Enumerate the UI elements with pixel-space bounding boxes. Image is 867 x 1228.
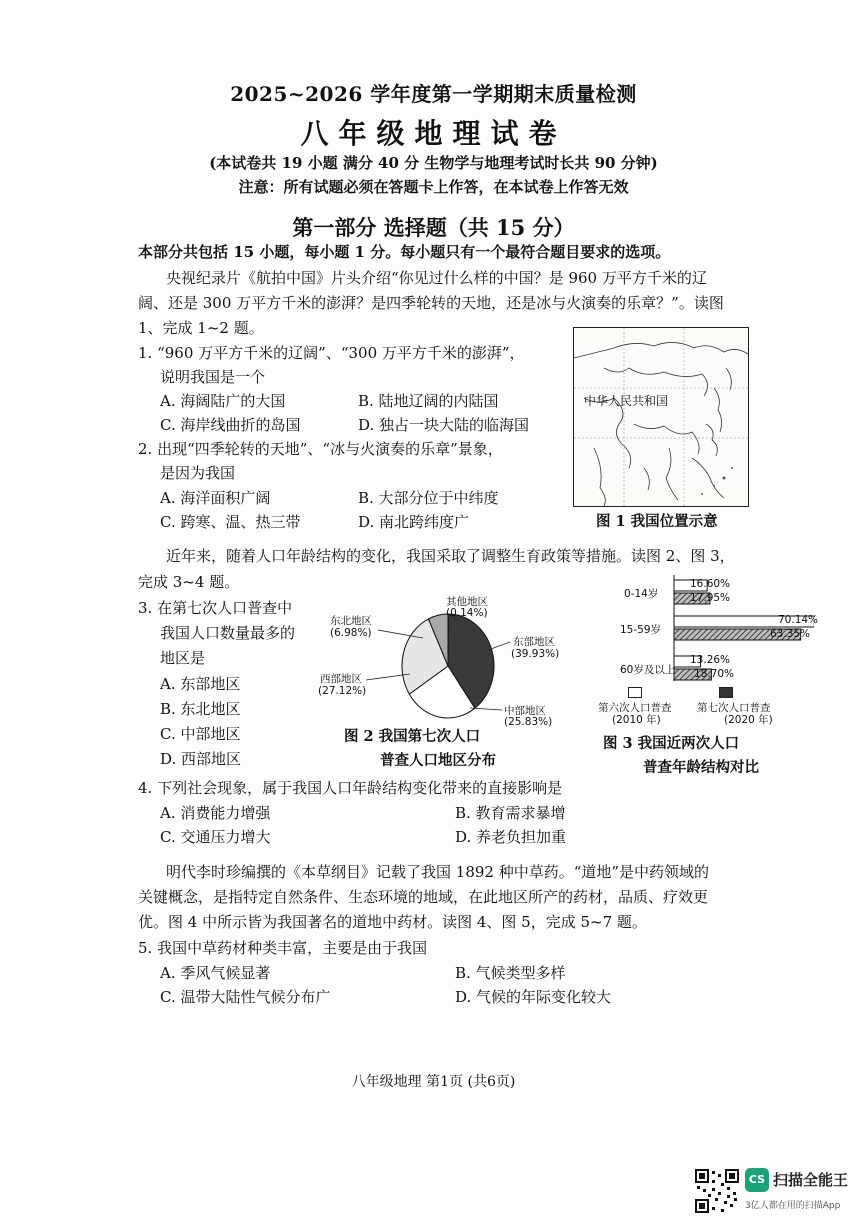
legend-label-2020-year: (2020 年) [724,714,773,726]
scanner-slogan: 3亿人都在用的扫描App [745,1201,841,1211]
q1-option-a[interactable]: A. 海阔陆广的大国 [160,392,286,410]
q4-option-d[interactable]: D. 养老负担加重 [455,828,567,846]
part1-instruction: 本部分共包括 15 小题，每小题 1 分。每小题只有一个最符合题目要求的选项。 [138,243,671,261]
q4-stem: 4. 下列社会现象，属于我国人口年龄结构变化带来的直接影响是 [138,779,563,797]
legend-swatch-2020 [719,687,733,698]
bar-label-2020-60-plus: 18.70% [694,668,735,680]
map-outline-graphic [574,328,748,506]
q2-stem-cont: 是因为我国 [160,464,236,482]
passage1-line-1: 央视纪录片《航拍中国》片头介绍“你见过什么样的中国？是 960 万平方千米的辽 [166,269,707,287]
pie-label-east-name: 东部地区 [513,636,555,648]
page-footer: 八年级地理 第1页 (共6页) [351,1074,516,1090]
pie-label-west-value: (27.12%) [318,685,367,697]
pie-label-other-value: (0.14%) [446,607,488,619]
exam-title: 2025~2026 学年度第一学期期末质量检测 [230,82,637,106]
pie-label-central-value: (25.83%) [504,716,553,728]
pie-label-west-name: 西部地区 [320,673,362,685]
qr-code-icon [694,1168,740,1214]
q5-option-a[interactable]: A. 季风气候显著 [160,964,271,982]
legend-label-2010-year: (2010 年) [612,714,661,726]
q4-option-c[interactable]: C. 交通压力增大 [160,828,271,846]
q3-stem: 3. 在第七次人口普查中 [138,599,293,617]
q5-stem: 5. 我国中草药材种类丰富，主要是由于我国 [138,939,428,957]
passage2-line-1: 近年来，随着人口年龄结构的变化，我国采取了调整生育政策等措施。读图 2、图 3， [166,547,735,565]
q3-stem-cont-1: 我国人口数量最多的 [160,624,296,642]
bar-category-15-59: 15-59岁 [620,624,662,636]
q2-option-c[interactable]: C. 跨寒、温、热三带 [160,513,301,531]
q3-option-c[interactable]: C. 中部地区 [160,725,241,743]
bar-label-2010-60-plus: 13.26% [690,654,731,666]
q2-stem: 2. 出现“四季轮转的天地”、“冰与火演奏的乐章”景象， [138,440,503,458]
q4-option-b[interactable]: B. 教育需求暴增 [455,804,566,822]
passage2-line-2: 完成 3~4 题。 [138,573,240,591]
china-location-map [573,327,749,507]
q5-option-c[interactable]: C. 温带大陆性气候分布广 [160,988,331,1006]
fig3-caption: 图 3 我国近两次人口 [603,735,740,752]
q2-option-d[interactable]: D. 南北跨纬度广 [358,513,470,531]
passage3-line-3: 优。图 4 中所示皆为我国著名的道地中药材。读图 4、图 5，完成 5~7 题。 [138,913,647,931]
q2-option-a[interactable]: A. 海洋面积广阔 [160,489,271,507]
q1-stem-cont: 说明我国是一个 [160,368,266,386]
q1-option-c[interactable]: C. 海岸线曲折的岛国 [160,416,301,434]
pie-label-northeast-value: (6.98%) [330,627,372,639]
q1-stem: 1. “960 万平方千米的辽阔”、“300 万平方千米的澎湃”， [138,344,525,362]
legend-label-2010: 第六次人口普查 [598,702,672,714]
pie-label-other-name: 其他地区 [446,596,488,608]
q3-option-b[interactable]: B. 东北地区 [160,700,241,718]
pie-label-east-value: (39.93%) [511,648,560,660]
fig3-caption-cont: 普查年龄结构对比 [643,759,759,776]
pie-leader-lines [318,590,548,730]
q5-option-d[interactable]: D. 气候的年际变化较大 [455,988,612,1006]
part1-title: 第一部分 选择题（共 15 分） [292,215,575,240]
fig2-caption-cont: 普查人口地区分布 [380,752,496,769]
bar-label-2020-15-59: 63.35% [770,628,811,640]
q3-option-a[interactable]: A. 东部地区 [160,675,241,693]
passage1-line-3: 1、完成 1~2 题。 [138,319,264,337]
legend-swatch-2010 [628,687,642,698]
q5-option-b[interactable]: B. 气候类型多样 [455,964,566,982]
q3-option-d[interactable]: D. 西部地区 [160,750,242,768]
scanner-app-name: 扫描全能王 [773,1171,849,1189]
pie-label-northeast-name: 东北地区 [330,615,372,627]
paper-title: 八年级地理试卷 [300,117,567,150]
cs-logo-icon: CS [745,1168,769,1192]
q2-option-b[interactable]: B. 大部分位于中纬度 [358,489,499,507]
bar-category-0-14: 0-14岁 [624,588,659,600]
passage3-line-1: 明代李时珍编撰的《本草纲目》记载了我国 1892 种中草药。“道地”是中药领域的 [166,863,710,881]
q4-option-a[interactable]: A. 消费能力增强 [160,804,271,822]
bar-category-60-plus: 60岁及以上 [620,664,676,676]
q1-option-b[interactable]: B. 陆地辽阔的内陆国 [358,392,499,410]
q3-stem-cont-2: 地区是 [160,649,206,667]
fig2-caption: 图 2 我国第七次人口 [344,728,481,745]
bar-label-2020-0-14: 17.95% [690,592,731,604]
passage3-line-2: 关键概念，是指特定自然条件、生态环境的地域，在此地区所产的药材，品质、疗效更 [138,888,709,906]
bar-label-2010-15-59: 70.14% [778,614,819,626]
pie-label-central-name: 中部地区 [504,705,546,717]
exam-info: (本试卷共 19 小题 满分 40 分 生物学与地理考试时长共 90 分钟) [209,154,658,172]
map-country-label: 中华人民共和国 [584,394,669,408]
bar-label-2010-0-14: 16.60% [690,578,731,590]
q1-option-d[interactable]: D. 独占一块大陆的临海国 [358,416,530,434]
legend-label-2020: 第七次人口普查 [697,702,771,714]
fig1-caption: 图 1 我国位置示意 [596,513,718,530]
passage1-line-2: 阔、还是 300 万平方千米的澎湃？是四季轮转的天地，还是冰与火演奏的乐章？”。读图 [138,294,724,312]
exam-notice: 注意：所有试题必须在答题卡上作答，在本试卷上作答无效 [238,178,629,196]
